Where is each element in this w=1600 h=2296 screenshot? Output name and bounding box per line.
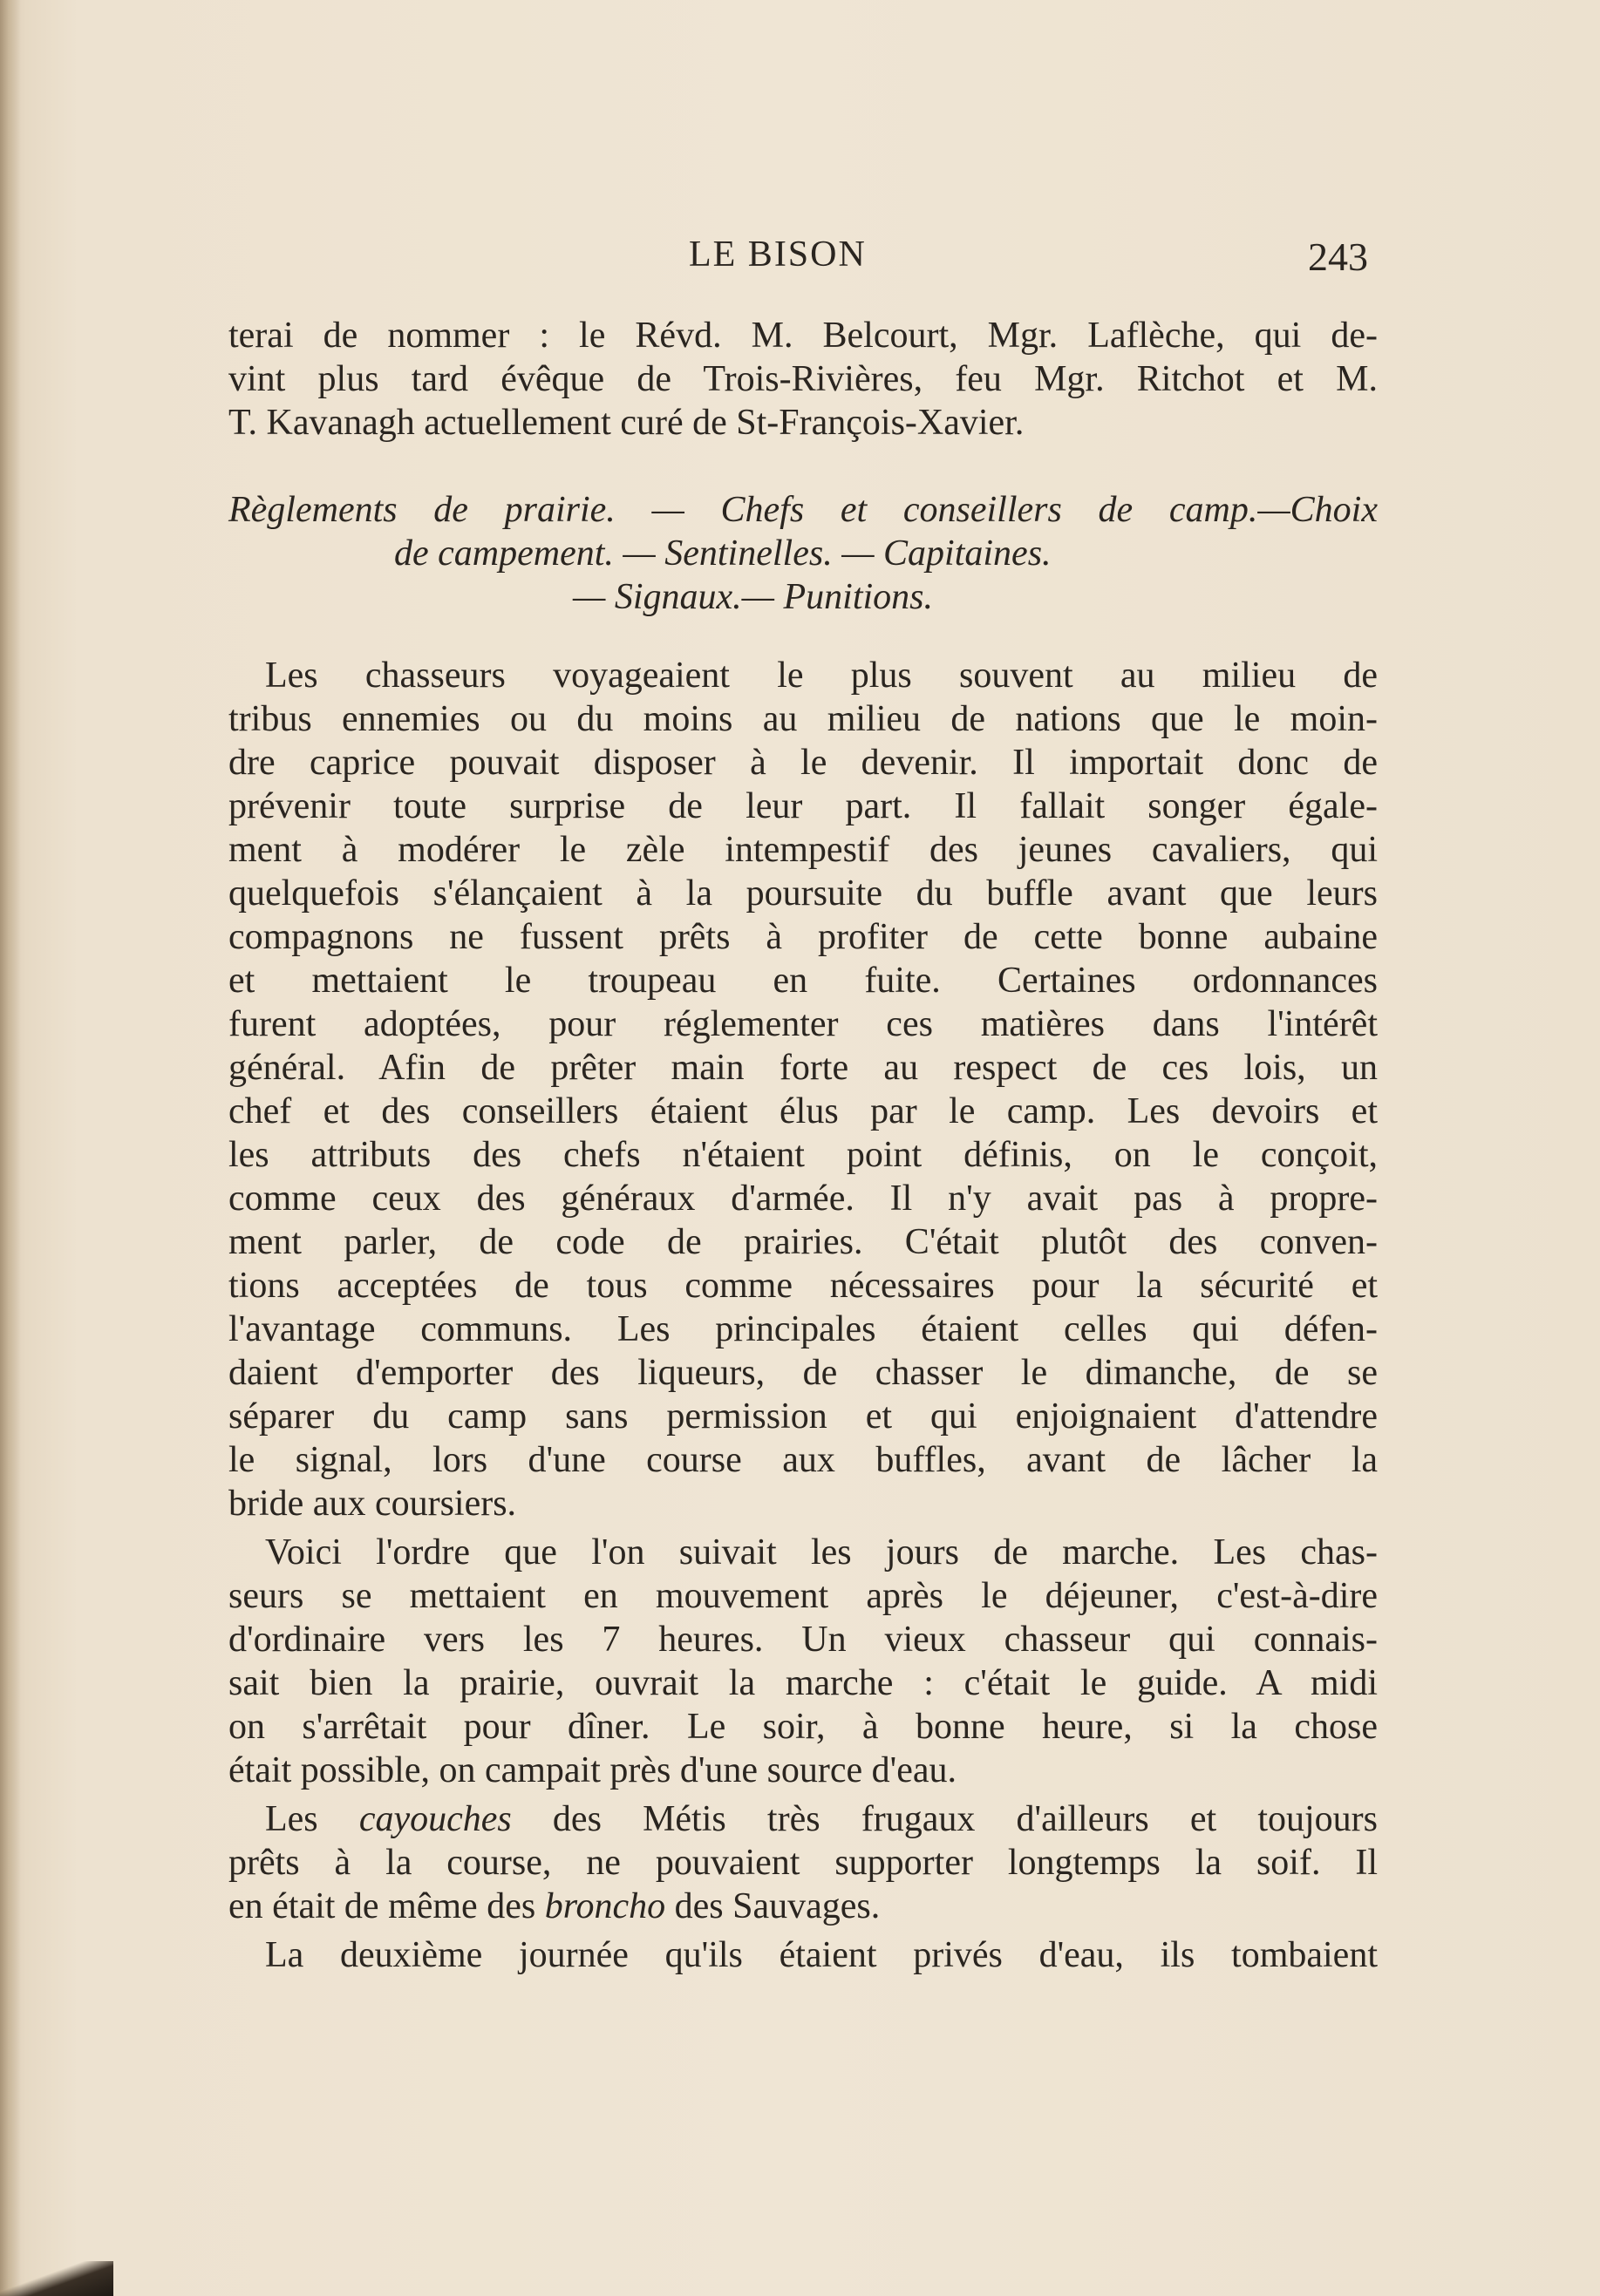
text-line: bride aux coursiers. — [228, 1484, 517, 1524]
text-line: Voici l'ordre que l'on suivait les jours de marche. Les chas- — [265, 1532, 1378, 1573]
text-line: vint plus tard évêque de Trois-Rivières, feu Mgr. Ritchot et M. — [228, 359, 1378, 399]
text-line: prêts à la course, ne pouvaient supporter longtemps la soif. Il — [228, 1843, 1378, 1883]
italic-term: cayouches — [358, 1799, 512, 1839]
section-heading — [228, 488, 1378, 619]
running-head: LE BISON — [689, 234, 867, 275]
text-line: compagnons ne fussent prêts à profiter de cette bonne aubaine — [228, 917, 1378, 957]
text-line: daient d'emporter des liqueurs, de chasser le dimanche, de se — [228, 1353, 1378, 1393]
text-line: tions acceptées de tous comme nécessaires pour la sécurité et — [228, 1266, 1378, 1306]
text-line: Les chasseurs voyageaient le plus souvent au milieu de — [265, 656, 1378, 696]
page-corner-shadow — [0, 2261, 113, 2296]
text-line: les attributs des chefs n'étaient point définis, on le conçoit, — [228, 1135, 1378, 1175]
text-line: T. Kavanagh actuellement curé de St-François-Xavier. — [228, 403, 1025, 443]
heading-line: — Signaux.— Punitions. — [573, 577, 934, 617]
paragraph-2 — [228, 1531, 1378, 1792]
heading-line: Règlements de prairie. — Chefs et conseillers de camp.—Choix — [228, 490, 1378, 530]
text-span: des Sauvages. — [674, 1886, 881, 1926]
text-line: l'avantage communs. Les principales étaient celles qui défen- — [228, 1309, 1378, 1349]
text-line: d'ordinaire vers les 7 heures. Un vieux chasseur qui connais- — [228, 1620, 1378, 1660]
heading-line: de campement. — Sentinelles. — Capitaines. — [394, 533, 1052, 574]
text-line: le signal, lors d'une course aux buffles, avant de lâcher la — [228, 1440, 1378, 1480]
text-span: des Métis très frugaux d'ailleurs et toujours — [552, 1799, 1378, 1839]
text-line: tribus ennemies ou du moins au milieu de nations que le moin- — [228, 699, 1378, 739]
text-line: comme ceux des généraux d'armée. Il n'y avait pas à propre- — [228, 1179, 1378, 1219]
text-line — [228, 1797, 1378, 1841]
text-line: prévenir toute surprise de leur part. Il fallait songer égale- — [228, 786, 1378, 826]
paragraph-3 — [228, 1797, 1378, 1928]
text-line: furent adoptées, pour réglementer ces matières dans l'intérêt — [228, 1004, 1378, 1044]
text-line: et mettaient le troupeau en fuite. Certaines ordonnances — [228, 961, 1378, 1001]
text-line: quelquefois s'élançaient à la poursuite du buffle avant que leurs — [228, 873, 1378, 914]
text-line: ment à modérer le zèle intempestif des jeunes cavaliers, qui — [228, 830, 1378, 870]
text-line: séparer du camp sans permission et qui enjoignaient d'attendre — [228, 1396, 1378, 1437]
text-line: était possible, on campait près d'une source d'eau. — [228, 1750, 957, 1790]
italic-term: broncho — [544, 1886, 666, 1926]
text-line — [228, 1885, 1378, 1928]
text-line: seurs se mettaient en mouvement après le déjeuner, c'est-à-dire — [228, 1576, 1378, 1616]
binding-edge — [0, 0, 21, 2296]
text-span: Les — [265, 1799, 318, 1839]
text-line: général. Afin de prêter main forte au respect de ces lois, un — [228, 1048, 1378, 1088]
text-line: dre caprice pouvait disposer à le devenir. Il importait donc de — [228, 743, 1378, 783]
paragraph-1 — [228, 654, 1378, 1525]
text-line: on s'arrêtait pour dîner. Le soir, à bonne heure, si la chose — [228, 1707, 1378, 1747]
text-line: chef et des conseillers étaient élus par le camp. Les devoirs et — [228, 1091, 1378, 1131]
text-line: ment parler, de code de prairies. C'était plutôt des conven- — [228, 1222, 1378, 1262]
page-number: 243 — [1308, 234, 1368, 279]
text-body — [228, 314, 1378, 1977]
continuation-paragraph — [228, 314, 1378, 445]
text-line: sait bien la prairie, ouvrait la marche : c'était le guide. A midi — [228, 1663, 1378, 1703]
page-header — [0, 234, 1600, 286]
text-span: en était de même des — [228, 1886, 536, 1926]
text-line: terai de nommer : le Révd. M. Belcourt, Mgr. Laflèche, qui de- — [228, 316, 1378, 356]
paragraph-4 — [228, 1933, 1378, 1977]
text-line: La deuxième journée qu'ils étaient privés d'eau, ils tombaient — [265, 1935, 1378, 1975]
